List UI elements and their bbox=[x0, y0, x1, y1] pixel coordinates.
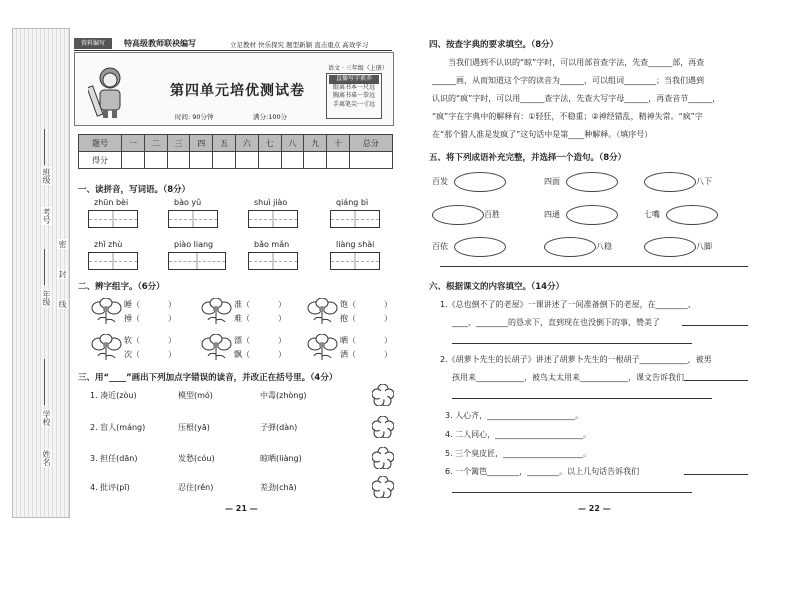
answer-line[interactable] bbox=[684, 474, 748, 475]
score-cell[interactable] bbox=[213, 152, 236, 169]
content-line[interactable]: 6. 一个篱笆________，________。以上几句话告诉我们 bbox=[445, 467, 640, 476]
pinyin-label: qiáng bì bbox=[336, 198, 369, 207]
pinyin-item[interactable]: 4. 批评(pī) bbox=[90, 483, 130, 492]
score-header-cell: 六 bbox=[235, 135, 258, 152]
char-a: 晒（ bbox=[340, 336, 356, 345]
flower-icon bbox=[90, 298, 124, 326]
pinyin-item[interactable]: 3. 担任(dān) bbox=[90, 454, 138, 463]
char-a: 软（ bbox=[124, 336, 140, 345]
writing-grid[interactable] bbox=[248, 252, 298, 270]
header-badge: 资料编写 bbox=[74, 38, 112, 49]
pinyin-label: bào yǔ bbox=[174, 198, 202, 207]
idiom-text: 四通 bbox=[544, 210, 560, 219]
score-header-cell: 二 bbox=[144, 135, 167, 152]
pinyin-item[interactable]: 发愁(cóu) bbox=[178, 454, 215, 463]
writing-grid[interactable] bbox=[248, 210, 298, 228]
q4-title: 四、按查字典的要求填空。（8分） bbox=[429, 40, 559, 50]
flower-icon bbox=[306, 298, 340, 326]
pinyin-item[interactable]: 忍住(rěn) bbox=[178, 483, 214, 492]
idiom-text: 百依 bbox=[432, 242, 448, 251]
pinyin-item[interactable]: 1. 凑近(zòu) bbox=[90, 391, 137, 400]
writing-grid[interactable] bbox=[88, 210, 138, 228]
grade-label: 年级 bbox=[42, 290, 51, 306]
score-cell: 得分 bbox=[79, 152, 122, 169]
score-header-cell: 七 bbox=[258, 135, 281, 152]
page-number-right: — 22 — bbox=[578, 504, 611, 513]
idiom-text: 百胜 bbox=[484, 210, 500, 219]
q5-title: 五、将下列成语补充完整，并选择一个造句。（8分） bbox=[429, 153, 627, 163]
idiom-blank-cloud[interactable] bbox=[566, 205, 618, 225]
answer-line[interactable] bbox=[682, 325, 748, 326]
score-header-cell: 八 bbox=[281, 135, 304, 152]
motto-box bbox=[326, 73, 382, 119]
class-fill-line[interactable] bbox=[44, 129, 45, 165]
paren-b: ） bbox=[278, 350, 286, 359]
idiom-blank-cloud[interactable] bbox=[666, 205, 718, 225]
idiom-text: 四面 bbox=[544, 177, 560, 186]
answer-line[interactable] bbox=[452, 343, 692, 344]
school-fill-line[interactable] bbox=[44, 359, 45, 405]
content-line[interactable]: ____、________的恳求下，直到现在也没倒下的事，赞美了 bbox=[452, 318, 660, 327]
answer-flower-icon[interactable] bbox=[372, 416, 394, 438]
q6-title: 六、根据课文的内容填空。（14分） bbox=[429, 282, 565, 292]
seal-char-1: 密 bbox=[58, 240, 67, 248]
q3-title: 三、用“____”画出下列加点字错误的读音，并改正在括号里。（4分） bbox=[78, 373, 338, 383]
seal-char-3: 线 bbox=[58, 300, 67, 308]
score-cell[interactable] bbox=[349, 152, 392, 169]
dictionary-line[interactable]: 认识的“疯”字时，可以用______查字法，先查大写字母______，再查音节______， bbox=[432, 94, 721, 103]
motto-line: 眼离书本一尺远 bbox=[332, 83, 375, 91]
writing-grid[interactable] bbox=[330, 210, 380, 228]
name-label: 姓名 bbox=[42, 450, 51, 466]
pinyin-item[interactable]: 差劲(chā) bbox=[260, 483, 297, 492]
grade-info: 语文 · 三年级（上册） bbox=[328, 65, 388, 72]
grade-fill-line[interactable] bbox=[44, 249, 45, 285]
char-b: 洒（ bbox=[340, 350, 356, 359]
idiom-blank-cloud[interactable] bbox=[644, 172, 696, 192]
paren-a: ） bbox=[278, 300, 286, 309]
score-header-cell: 九 bbox=[304, 135, 327, 152]
dictionary-line[interactable]: 在“那个猎人准是发疯了”这句话中是第____种解释。（填序号） bbox=[432, 130, 653, 139]
score-table-header-row bbox=[79, 135, 393, 152]
content-line[interactable]: 2.《胡萝卜先生的长胡子》讲述了胡萝卜先生的一根胡子____________，被男 bbox=[440, 355, 712, 364]
char-a: 漂（ bbox=[234, 336, 250, 345]
flower-icon bbox=[200, 298, 234, 326]
pinyin-item[interactable]: 2. 盲人(máng) bbox=[90, 423, 146, 432]
motto-line: 胸离书桌一拳远 bbox=[332, 92, 375, 99]
char-b: 捶（ bbox=[124, 314, 140, 323]
dictionary-line[interactable]: “疯”字在字典中的解释有：①轻狂，不稳重；②神经错乱，精神失常。“疯”字 bbox=[432, 112, 703, 121]
idiom-blank-cloud[interactable] bbox=[454, 172, 506, 192]
binding-strip bbox=[12, 28, 70, 518]
paren-a: ） bbox=[384, 336, 392, 345]
score-cell[interactable] bbox=[144, 152, 167, 169]
char-b: 抱（ bbox=[340, 314, 356, 323]
idiom-blank-cloud[interactable] bbox=[566, 172, 618, 192]
answer-flower-icon[interactable] bbox=[372, 384, 394, 406]
idiom-text: 八稳 bbox=[596, 242, 612, 251]
pinyin-item[interactable]: 压根(yā) bbox=[178, 423, 210, 432]
score-header-cell: 五 bbox=[213, 135, 236, 152]
pinyin-label: bǎo mǎn bbox=[254, 240, 290, 249]
content-line[interactable]: 1.《总也倒不了的老屋》一课讲述了一间准备倒下的老屋，在________、 bbox=[440, 300, 696, 309]
motto-title: 直播写字素养 bbox=[329, 75, 379, 84]
score-header-cell: 题号 bbox=[79, 135, 122, 152]
char-b: 飘（ bbox=[234, 350, 250, 359]
idiom-blank-cloud[interactable] bbox=[544, 237, 596, 257]
seal-char-2: 封 bbox=[58, 270, 67, 278]
page-title: 第四单元培优测试卷 bbox=[170, 83, 305, 99]
paren-b: ） bbox=[168, 350, 176, 359]
idiom-text: 百发 bbox=[432, 177, 448, 186]
writing-grid[interactable] bbox=[88, 252, 138, 270]
header-main: 特高级教师联袂编写 bbox=[124, 39, 196, 48]
q1-title: 一、读拼音，写词语。（8分） bbox=[78, 185, 191, 195]
pinyin-label: zhǐ zhù bbox=[94, 240, 123, 249]
idiom-blank-cloud[interactable] bbox=[454, 237, 506, 257]
pinyin-item[interactable]: 中毒(zhòng) bbox=[260, 391, 307, 400]
time-info: 时间: 90分钟 bbox=[175, 113, 214, 121]
score-cell[interactable] bbox=[167, 152, 190, 169]
pinyin-label: piào liang bbox=[174, 240, 214, 249]
full-score-info: 满分:100分 bbox=[253, 113, 288, 121]
header-sub: 立足教材 快乐探究 题型新颖 直击重点 高效学习 bbox=[230, 41, 369, 49]
idiom-text: 七嘴 bbox=[644, 210, 660, 219]
motto-line: 手离笔尖一寸远 bbox=[332, 100, 375, 108]
score-cell[interactable] bbox=[122, 152, 145, 169]
pinyin-item[interactable]: 模型(mó) bbox=[178, 391, 213, 400]
pinyin-item[interactable]: 子弹(dàn) bbox=[260, 423, 298, 432]
content-line[interactable]: 4. 二人同心，______________________。 bbox=[445, 430, 592, 439]
score-header-cell: 总分 bbox=[349, 135, 392, 152]
dictionary-line[interactable]: 当我们遇到不认识的“晾”字时，可以用部首查字法，先查______部，再查 bbox=[448, 58, 705, 67]
school-label: 学校 bbox=[42, 410, 51, 426]
flower-icon bbox=[306, 334, 340, 362]
answer-line[interactable] bbox=[452, 492, 692, 493]
pinyin-label: zhūn bèi bbox=[94, 198, 129, 207]
score-cell[interactable] bbox=[190, 152, 213, 169]
answer-line[interactable] bbox=[452, 398, 712, 399]
score-header-cell: 十 bbox=[327, 135, 350, 152]
score-cell[interactable] bbox=[327, 152, 350, 169]
idiom-text: 八下 bbox=[696, 177, 712, 186]
score-cell[interactable] bbox=[304, 152, 327, 169]
q2-title: 二、辨字组字。（6分） bbox=[78, 282, 165, 292]
flower-icon bbox=[90, 334, 124, 362]
content-line[interactable]: 孩用来____________，被鸟太太用来____________，课文告诉我们 bbox=[452, 373, 684, 382]
paren-a: ） bbox=[278, 336, 286, 345]
pinyin-label: shuì jiào bbox=[254, 198, 288, 207]
writing-grid[interactable] bbox=[168, 252, 226, 270]
paren-a: ） bbox=[384, 300, 392, 309]
char-b: 难（ bbox=[234, 314, 250, 323]
score-header-cell: 三 bbox=[167, 135, 190, 152]
content-line[interactable]: 5. 三个臭皮匠，____________________。 bbox=[445, 449, 592, 458]
char-a: 准（ bbox=[234, 300, 250, 309]
sentence-line[interactable] bbox=[440, 266, 748, 267]
paren-b: ） bbox=[278, 314, 286, 323]
idiom-text: 八脚 bbox=[696, 242, 712, 251]
answer-flower-icon[interactable] bbox=[372, 476, 394, 498]
paren-a: ） bbox=[168, 336, 176, 345]
char-a: 睡（ bbox=[124, 300, 140, 309]
char-a: 饱（ bbox=[340, 300, 356, 309]
writing-grid[interactable] bbox=[330, 252, 380, 270]
paren-b: ） bbox=[384, 314, 392, 323]
score-header-cell: 四 bbox=[190, 135, 213, 152]
score-table bbox=[78, 134, 393, 169]
answer-flower-icon[interactable] bbox=[372, 447, 394, 469]
score-cell[interactable] bbox=[258, 152, 281, 169]
paren-b: ） bbox=[168, 314, 176, 323]
idiom-blank-cloud[interactable] bbox=[432, 205, 484, 225]
paren-a: ） bbox=[168, 300, 176, 309]
flower-icon bbox=[200, 334, 234, 362]
score-header-cell: 一 bbox=[122, 135, 145, 152]
score-cell[interactable] bbox=[235, 152, 258, 169]
page-number-left: — 21 — bbox=[225, 504, 258, 513]
class-label: 班级 bbox=[42, 168, 51, 184]
exam-number-label: 考号 bbox=[42, 208, 51, 224]
content-line[interactable]: 3. 人心齐，______________________。 bbox=[445, 411, 584, 420]
score-cell[interactable] bbox=[281, 152, 304, 169]
dictionary-line[interactable]: ______画，从而知道这个字的读音为______，可以组词________；当我们遇到 bbox=[432, 76, 704, 85]
idiom-blank-cloud[interactable] bbox=[644, 237, 696, 257]
student-mascot-icon bbox=[88, 64, 132, 120]
pinyin-item[interactable]: 晾晒(liàng) bbox=[260, 454, 302, 463]
paren-b: ） bbox=[384, 350, 392, 359]
char-b: 次（ bbox=[124, 350, 140, 359]
writing-grid[interactable] bbox=[168, 210, 218, 228]
answer-line[interactable] bbox=[684, 380, 748, 381]
pinyin-label: liàng shài bbox=[336, 240, 375, 249]
score-table-score-row[interactable] bbox=[79, 152, 393, 169]
